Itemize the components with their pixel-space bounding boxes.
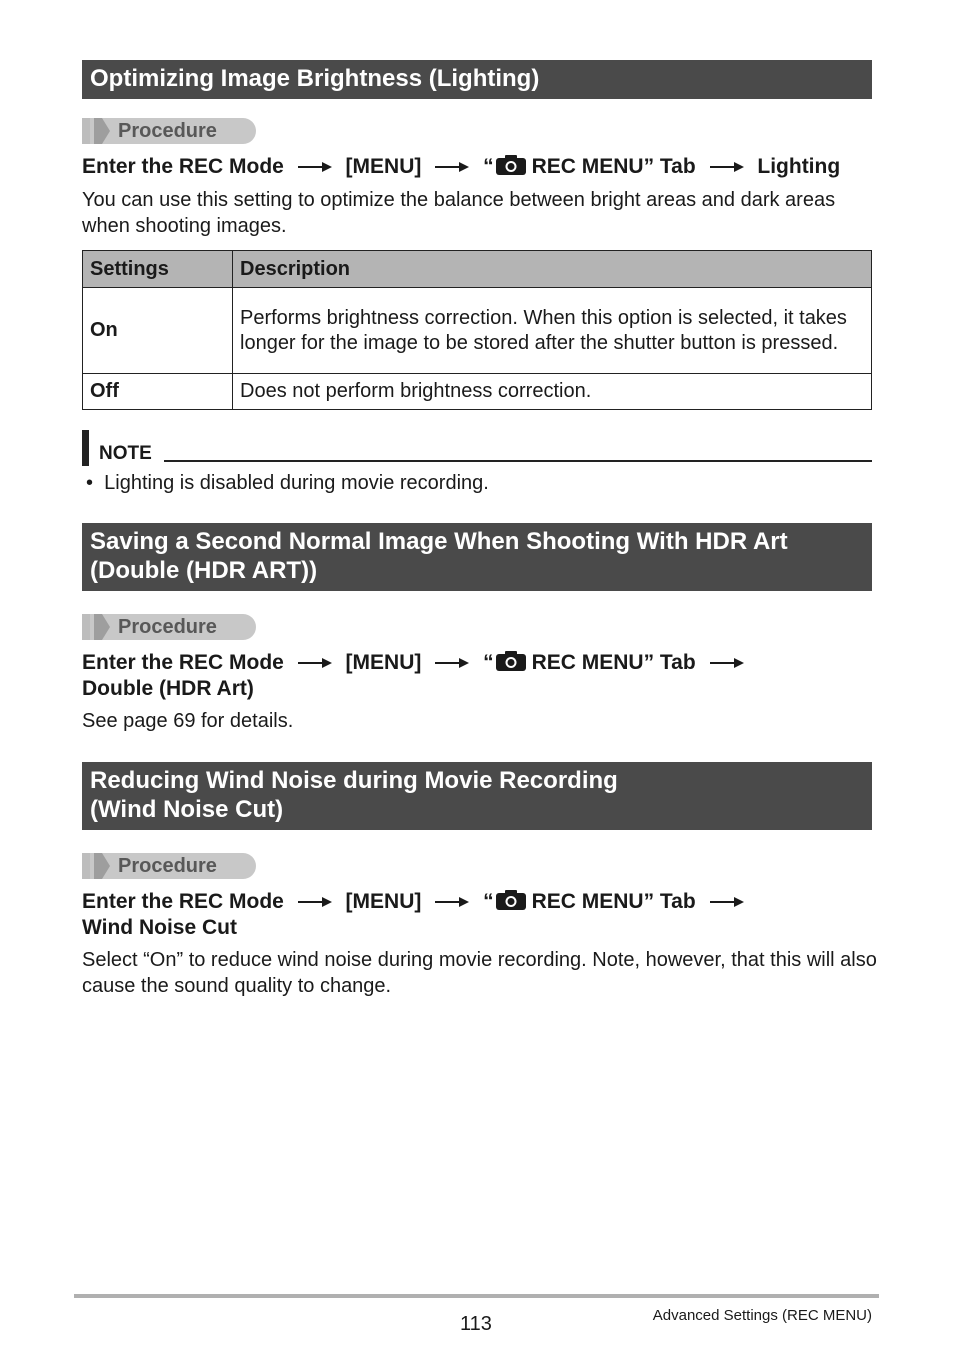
footer-divider bbox=[74, 1294, 879, 1298]
arrow-right-icon bbox=[298, 162, 332, 172]
section-title: Reducing Wind Noise during Movie Recording bbox=[90, 767, 618, 794]
arrow-right-icon bbox=[298, 897, 332, 907]
section-header-lighting bbox=[82, 60, 872, 99]
path-step: REC MENU” Tab bbox=[531, 890, 696, 913]
section-title: Saving a Second Normal Image When Shooting With HDR Art bbox=[90, 528, 788, 555]
menu-path bbox=[82, 650, 752, 676]
table-header: Description bbox=[233, 251, 872, 288]
bullet-glyph: • bbox=[86, 472, 94, 494]
arrow-right-icon bbox=[710, 658, 744, 668]
section-header-hdr-art bbox=[82, 523, 872, 591]
section-description: You can use this setting to optimize the balance between bright areas and dark areas when shooting images. bbox=[82, 189, 836, 237]
path-step: [MENU] bbox=[345, 890, 422, 913]
procedure-label: Procedure bbox=[118, 616, 217, 638]
procedure-label: Procedure bbox=[118, 120, 217, 142]
procedure-tab bbox=[82, 118, 256, 144]
arrow-right-icon bbox=[435, 897, 469, 907]
procedure-tab bbox=[82, 853, 256, 879]
table-header-row bbox=[83, 251, 872, 288]
settings-table bbox=[82, 250, 872, 410]
path-step: Lighting bbox=[757, 155, 841, 178]
section-description: See page 69 for details. bbox=[82, 710, 294, 732]
path-quote: “ bbox=[483, 890, 494, 913]
path-step: Enter the REC Mode bbox=[82, 155, 284, 178]
section-title: (Wind Noise Cut) bbox=[90, 796, 284, 823]
path-quote: “ bbox=[483, 651, 494, 674]
section-title: Optimizing Image Brightness (Lighting) bbox=[90, 65, 540, 92]
arrow-right-icon bbox=[298, 658, 332, 668]
camera-icon bbox=[496, 890, 526, 910]
arrow-right-icon bbox=[710, 162, 744, 172]
camera-icon bbox=[496, 651, 526, 671]
table-cell-setting: Off bbox=[83, 374, 233, 410]
menu-path-target: Wind Noise Cut bbox=[82, 916, 237, 939]
table-header: Settings bbox=[83, 251, 233, 288]
procedure-tab bbox=[82, 614, 256, 640]
path-step: REC MENU” Tab bbox=[531, 651, 696, 674]
table-row bbox=[83, 374, 872, 410]
note-label: NOTE bbox=[99, 443, 152, 464]
arrow-right-icon bbox=[435, 658, 469, 668]
arrow-right-icon bbox=[710, 897, 744, 907]
path-step: [MENU] bbox=[345, 651, 422, 674]
note-item bbox=[86, 470, 489, 496]
path-step: Enter the REC Mode bbox=[82, 890, 284, 913]
section-title: (Double (HDR ART)) bbox=[90, 557, 318, 584]
path-step: Enter the REC Mode bbox=[82, 651, 284, 674]
camera-icon bbox=[496, 155, 526, 175]
page-number: 113 bbox=[460, 1313, 492, 1335]
table-cell-setting: On bbox=[83, 288, 233, 374]
section-description: Select “On” to reduce wind noise during movie recording. Note, however, that this will also cause the sound quality to change. bbox=[82, 949, 877, 997]
path-step: REC MENU” Tab bbox=[531, 155, 696, 178]
note-marker bbox=[82, 430, 89, 466]
procedure-label: Procedure bbox=[118, 855, 217, 877]
path-step: [MENU] bbox=[345, 155, 422, 178]
note-text: Lighting is disabled during movie recording. bbox=[104, 472, 489, 494]
arrow-right-icon bbox=[435, 162, 469, 172]
note-divider bbox=[164, 460, 872, 462]
table-cell-description: Performs brightness correction. When this option is selected, it takes longer for the image to be stored after the shutter button is pressed. bbox=[233, 288, 872, 374]
section-header-wind-noise bbox=[82, 762, 872, 830]
menu-path bbox=[82, 154, 840, 180]
menu-path-target: Double (HDR Art) bbox=[82, 677, 254, 700]
table-cell-description: Does not perform brightness correction. bbox=[233, 374, 872, 410]
table-row bbox=[83, 288, 872, 374]
menu-path bbox=[82, 889, 752, 915]
footer-section-title: Advanced Settings (REC MENU) bbox=[652, 1307, 872, 1324]
path-quote: “ bbox=[483, 155, 494, 178]
